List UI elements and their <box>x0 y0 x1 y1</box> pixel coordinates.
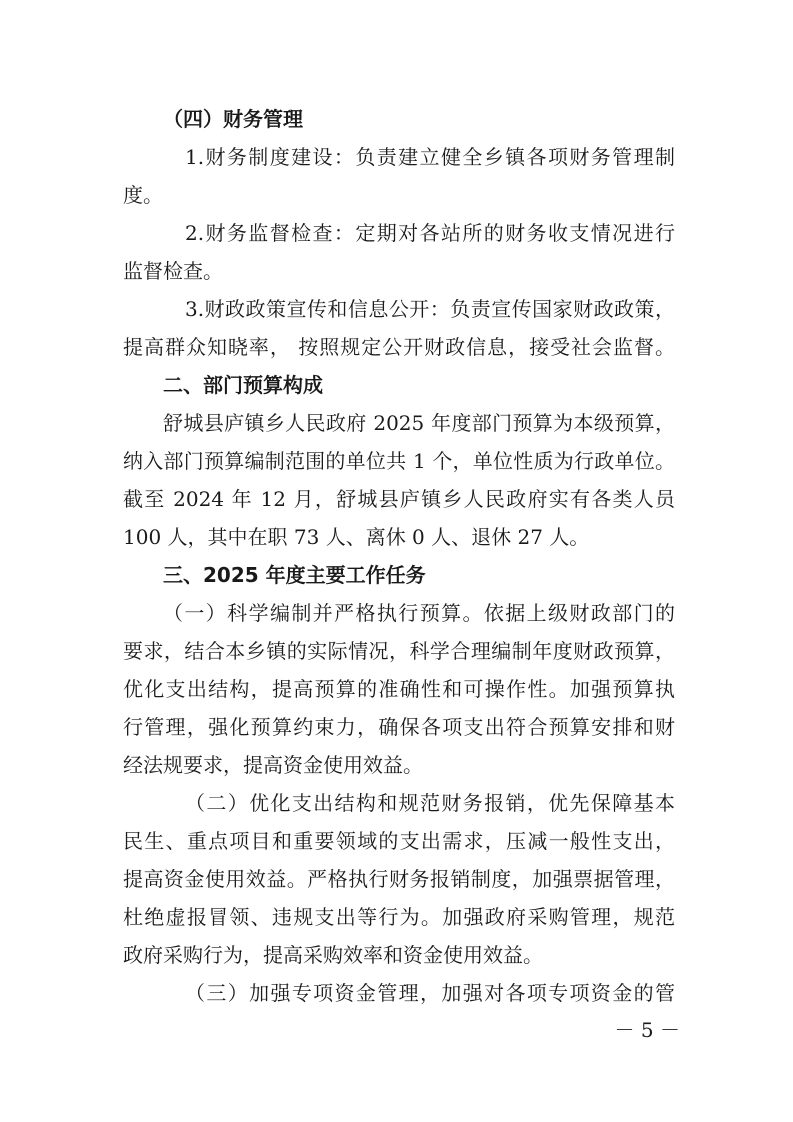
section-three-heading: 三、2025 年度主要工作任务 <box>163 563 426 587</box>
section-two-line-2: 纳入部门预算编制范围的单位共 1 个，单位性质为行政单位。 <box>123 449 675 473</box>
section-three-p2-line-2: 民生、重点项目和重要领域的支出需求，压减一般性支出， <box>123 829 675 853</box>
item-3-line-1: 3.财政政策宣传和信息公开：负责宣传国家财政政策， <box>185 297 675 321</box>
section-three-p2-line-4: 杜绝虚报冒领、违规支出等行为。加强政府采购管理，规范 <box>123 905 675 929</box>
item-1-line-2: 度。 <box>123 183 163 207</box>
section-three-p3-line-1: （三）加强专项资金管理，加强对各项专项资金的管 <box>185 981 675 1005</box>
section-three-p2-line-5: 政府采购行为，提高采购效率和资金使用效益。 <box>123 943 543 967</box>
section-three-p1-line-5: 经法规要求，提高资金使用效益。 <box>123 753 423 777</box>
item-3-line-2: 提高群众知晓率， 按照规定公开财政信息，接受社会监督。 <box>123 335 675 359</box>
section-two-heading: 二、部门预算构成 <box>163 373 323 397</box>
page-number: － 5 － <box>614 1018 680 1042</box>
item-2-line-2: 监督检查。 <box>123 259 223 283</box>
item-2-line-1: 2.财务监督检查：定期对各站所的财务收支情况进行 <box>185 221 675 245</box>
section-two-line-3: 截至 2024 年 12 月，舒城县庐镇乡人民政府实有各类人员 <box>123 487 675 511</box>
item-1-line-1: 1.财务制度建设：负责建立健全乡镇各项财务管理制 <box>185 145 675 169</box>
section-three-p1-line-1: （一）科学编制并严格执行预算。依据上级财政部门的 <box>163 601 675 625</box>
section-4-heading: （四）财务管理 <box>163 107 303 131</box>
section-two-line-4: 100 人，其中在职 73 人、离休 0 人、退休 27 人。 <box>123 525 590 549</box>
section-three-p1-line-2: 要求，结合本乡镇的实际情况，科学合理编制年度财政预算， <box>123 639 675 663</box>
section-two-line-1: 舒城县庐镇乡人民政府 2025 年度部门预算为本级预算， <box>163 411 675 435</box>
section-three-p2-line-3: 提高资金使用效益。严格执行财务报销制度，加强票据管理， <box>123 867 675 891</box>
section-three-p1-line-3: 优化支出结构，提高预算的准确性和可操作性。加强预算执 <box>123 677 675 701</box>
section-three-p1-line-4: 行管理，强化预算约束力，确保各项支出符合预算安排和财 <box>123 715 675 739</box>
section-three-p2-line-1: （二）优化支出结构和规范财务报销，优先保障基本 <box>185 791 675 815</box>
